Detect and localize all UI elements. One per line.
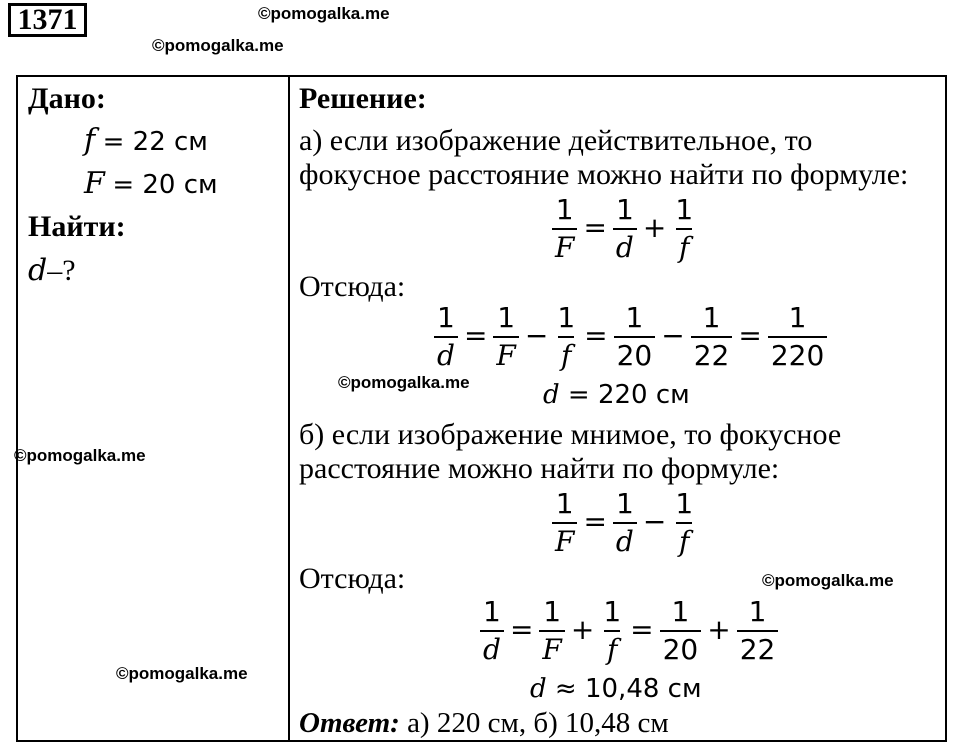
fraction: $\frac{1}{20}$ <box>614 300 656 374</box>
find-heading: Найти: <box>28 210 126 243</box>
fraction: $\frac{1}{d}$ <box>434 300 458 374</box>
fraction: $\frac{1}{f}$ <box>557 301 576 372</box>
find-question: –? <box>47 254 76 287</box>
watermark: ©pomogalka.me <box>116 664 248 683</box>
fraction: $\frac{1}{22}$ <box>737 594 779 668</box>
var-d: d <box>28 253 48 288</box>
given-F <box>84 167 218 202</box>
derived-formula-real: $\frac{1}{d}$ = $\frac{1}{F}$ − $\frac{1}{f}$ = $\frac{1}{20}$ − $\frac{1}{22}$ = $\frac{1}{220}$ <box>432 300 829 374</box>
derived-formula-virtual: $\frac{1}{d}$ = $\frac{1}{F}$ + $\frac{1}{f}$ = $\frac{1}{20}$ + $\frac{1}{22}$ <box>478 594 780 668</box>
case-b-line2: расстояние можно найти по формуле: <box>299 452 780 485</box>
find-unknown <box>28 254 76 288</box>
column-divider <box>288 75 290 742</box>
given-heading: Дано: <box>28 82 106 115</box>
watermark: ©pomogalka.me <box>762 571 894 590</box>
fraction: $\frac{1}{f}$ <box>603 595 622 666</box>
case-b-line1: б) если изображение мнимое, то фокусное <box>299 418 842 451</box>
result-a-value: = 220 см <box>567 380 690 410</box>
hence-a: Отсюда: <box>299 270 406 303</box>
fraction: $\frac{1}{20}$ <box>660 594 702 668</box>
fraction: $\frac{1}{220}$ <box>768 300 827 374</box>
given-f-value: = 22 см <box>102 127 208 157</box>
watermark: ©pomogalka.me <box>14 446 146 465</box>
lens-formula-real: $\frac{1}{F}$ = $\frac{1}{d}$ + $\frac{1}{f}$ <box>550 192 698 266</box>
result-b-value: ≈ 10,48 см <box>554 674 702 704</box>
watermark: ©pomogalka.me <box>152 36 284 55</box>
case-a-line2: фокусное расстояние можно найти по формуле: <box>299 158 909 191</box>
given-F-value: = 20 см <box>112 170 218 200</box>
fraction: $\frac{1}{d}$ <box>613 486 637 560</box>
fraction: $\frac{1}{f}$ <box>675 487 694 558</box>
var-F: F <box>84 166 105 201</box>
var-f: f <box>84 123 96 158</box>
fraction: $\frac{1}{f}$ <box>675 193 694 264</box>
task-number: 1371 <box>8 3 87 37</box>
result-a: d = 220 см <box>543 380 690 410</box>
watermark: ©pomogalka.me <box>258 4 390 23</box>
case-a-line1: а) если изображение действительное, то <box>299 124 813 157</box>
answer <box>299 706 669 740</box>
fraction: $\frac{1}{d}$ <box>480 594 504 668</box>
result-b: d ≈ 10,48 см <box>530 674 702 704</box>
given-f <box>84 124 208 159</box>
fraction: $\frac{1}{F}$ <box>539 594 564 668</box>
fraction: $\frac{1}{d}$ <box>613 192 637 266</box>
watermark: ©pomogalka.me <box>338 373 470 392</box>
answer-text: а) 220 см, б) 10,48 см <box>407 707 669 739</box>
fraction: $\frac{1}{F}$ <box>552 486 577 560</box>
lens-formula-virtual: $\frac{1}{F}$ = $\frac{1}{d}$ − $\frac{1}{f}$ <box>550 486 698 560</box>
solution-heading: Решение: <box>299 82 427 115</box>
fraction: $\frac{1}{22}$ <box>691 300 733 374</box>
fraction: $\frac{1}{F}$ <box>552 192 577 266</box>
fraction: $\frac{1}{F}$ <box>493 300 518 374</box>
hence-b: Отсюда: <box>299 562 406 595</box>
answer-label: Ответ: <box>299 707 400 739</box>
